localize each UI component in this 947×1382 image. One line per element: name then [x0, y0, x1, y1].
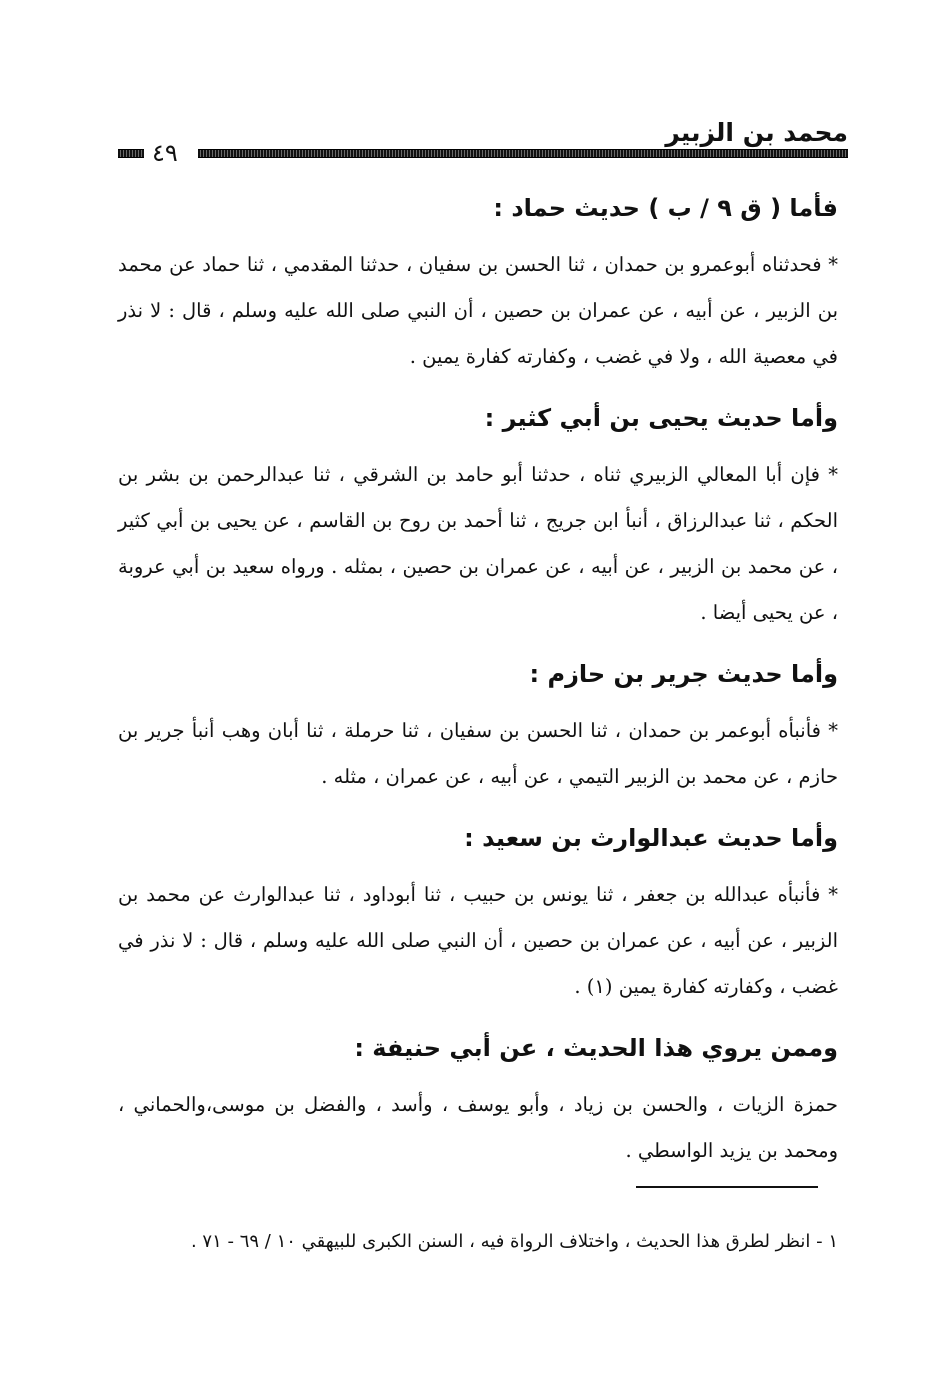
section-paragraph: * فإن أبا المعالي الزبيري ثناه ، حدثنا أبو حامد بن الشرقي ، ثنا عبدالرحمن بن بشر بن الحكم ، ثنا عبدالرزاق ، أنبأ ابن جريج ، ثنا أحمد بن روح بن القاسم ، عن يحيى بن أبي كثير ، عن محمد بن الزبير ، عن أبيه ، عن عمران بن حصين ، بمثله . ورواه سعيد بن أبي عروبة ، عن يحيى أيضا .	[118, 463, 838, 624]
header-rule-short	[118, 149, 144, 158]
footnote: ١ - انظر لطرق هذا الحديث ، واختلاف الرواة فيه ، السنن الكبرى للبيهقي ١٠ / ٦٩ - ٧١ .	[190, 1231, 838, 1252]
header-rule	[198, 149, 848, 158]
header-title: محمد بن الزبير	[665, 118, 848, 147]
section-hammad	[118, 188, 838, 380]
section-heading: وممن يروي هذا الحديث ، عن أبي حنيفة :	[354, 1034, 838, 1062]
section-heading: فأما ( ق ٩ / ب ) حديث حماد :	[493, 194, 838, 222]
page-number: ٤٩	[152, 139, 178, 167]
footnote-separator	[636, 1186, 818, 1188]
section-jarir	[118, 654, 838, 800]
section-paragraph: * فحدثناه أبوعمرو بن حمدان ، ثنا الحسن بن سفيان ، حدثنا المقدمي ، ثنا حماد عن محمد بن الزبير ، عن أبيه ، عن عمران بن حصين ، أن النبي صلى الله عليه وسلم ، قال : لا نذر في معصية الله ، ولا في غضب ، وكفارته كفارة يمين .	[118, 253, 838, 368]
section-heading: وأما حديث عبدالوارث بن سعيد :	[464, 824, 838, 852]
section-paragraph: * فأنبأه عبدالله بن جعفر ، ثنا يونس بن حبيب ، ثنا أبوداود ، ثنا عبدالوارث عن محمد بن الزبير ، عن أبيه ، عن عمران بن حصين ، أن النبي صلى الله عليه وسلم ، قال : لا نذر في غضب ، وكفارته كفارة يمين (١) .	[118, 883, 838, 998]
page-body	[118, 188, 838, 1192]
section-abu-hanifa	[118, 1028, 838, 1174]
section-yahya	[118, 398, 838, 636]
running-header	[118, 118, 848, 170]
section-paragraph: حمزة الزيات ، والحسن بن زياد ، وأبو يوسف ، وأسد ، والفضل بن موسى،والحماني ، ومحمد بن يزيد الواسطي .	[118, 1093, 838, 1162]
section-abdulwarith	[118, 818, 838, 1010]
section-heading: وأما حديث يحيى بن أبي كثير :	[484, 404, 838, 432]
section-heading: وأما حديث جرير بن حازم :	[529, 660, 838, 688]
section-paragraph: * فأنبأه أبوعمر بن حمدان ، ثنا الحسن بن سفيان ، ثنا حرملة ، ثنا أبان وهب أنبأ جرير بن حازم ، عن محمد بن الزبير التيمي ، عن أبيه ، عن عمران ، مثله .	[118, 719, 838, 788]
